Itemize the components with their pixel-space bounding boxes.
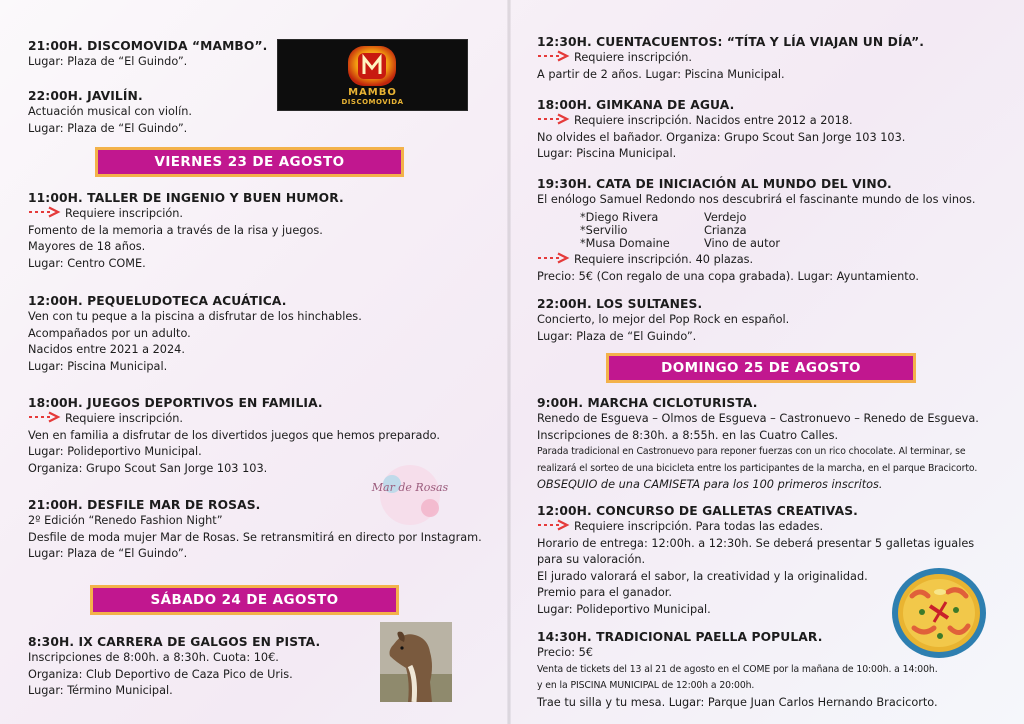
event-line: Organiza: Club Deportivo de Caza Pico de Uris. bbox=[28, 667, 293, 681]
event-line: Lugar: Piscina Municipal. bbox=[537, 147, 677, 161]
registration-text: Requiere inscripción. Para todas las edades. bbox=[574, 520, 824, 533]
registration-text: Requiere inscripción. bbox=[65, 207, 184, 220]
event-line: Mayores de 18 años. bbox=[28, 240, 146, 254]
wine-type: Verdejo bbox=[704, 211, 747, 224]
arrow-right-icon bbox=[537, 519, 571, 531]
event-title: 8:30H. IX CARRERA DE GALGOS EN PISTA. bbox=[28, 635, 321, 649]
event-line: para su valoración. bbox=[537, 553, 646, 567]
event-line: Lugar: Plaza de “El Guindo”. bbox=[28, 121, 188, 135]
event-marcha-cicloturista bbox=[537, 395, 979, 494]
registration-note bbox=[537, 519, 974, 536]
event-title: 22:00H. LOS SULTANES. bbox=[537, 297, 703, 311]
event-carrera-galgos bbox=[28, 634, 320, 700]
event-line: Renedo de Esgueva – Olmos de Esgueva – Castronuevo – Renedo de Esgueva. bbox=[537, 412, 979, 425]
registration-note bbox=[28, 411, 440, 428]
event-line: Lugar: Plaza de “El Guindo”. bbox=[28, 547, 188, 561]
event-title: 12:30H. CUENTACUENTOS: “TÍTA Y LÍA VIAJAN UN DÍA”. bbox=[537, 35, 925, 49]
event-line: Actuación musical con violín. bbox=[28, 105, 192, 118]
event-line: Ven en familia a disfrutar de los divertidos juegos que hemos preparado. bbox=[28, 428, 440, 442]
event-title: 21:00H. DISCOMOVIDA “MAMBO”. bbox=[28, 39, 268, 53]
event-line: Ven con tu peque a la piscina a disfrutar de los hinchables. bbox=[28, 310, 362, 323]
arrow-right-icon bbox=[28, 206, 62, 218]
event-line: Lugar: Polideportivo Municipal. bbox=[28, 445, 202, 459]
event-small-line: Parada tradicional en Castronuevo para reponer fuerzas con un rico chocolate. Al terminar, se bbox=[537, 446, 966, 458]
arrow-right-icon bbox=[28, 411, 62, 423]
arrow-right-icon bbox=[537, 113, 571, 125]
wine-row bbox=[580, 224, 780, 237]
mambo-logo bbox=[277, 39, 468, 111]
event-paella bbox=[537, 629, 938, 711]
arrow-right-icon bbox=[537, 50, 571, 62]
event-title: 12:00H. PEQUELUDOTECA ACUÁTICA. bbox=[28, 294, 287, 308]
event-line: Trae tu silla y tu mesa. Lugar: Parque Juan Carlos Hernando Bracicorto. bbox=[537, 695, 938, 709]
registration-text: Requiere inscripción. 40 plazas. bbox=[574, 253, 754, 266]
event-line: Precio: 5€ bbox=[537, 646, 593, 659]
event-gift-note: OBSEQUIO de una CAMISETA para los 100 primeros inscritos. bbox=[537, 478, 883, 492]
event-small-line: y en la PISCINA MUNICIPAL de 12:00h a 20:00h. bbox=[537, 680, 755, 692]
event-line: Desfile de moda mujer Mar de Rosas. Se retransmitirá en directo por Instagram. bbox=[28, 530, 482, 544]
event-gimkana bbox=[537, 97, 905, 163]
wine-type: Vino de autor bbox=[704, 237, 781, 251]
event-title: 14:30H. TRADICIONAL PAELLA POPULAR. bbox=[537, 630, 823, 644]
page-fold bbox=[507, 0, 511, 724]
event-pequeludoteca bbox=[28, 293, 362, 375]
event-title: 9:00H. MARCHA CICLOTURISTA. bbox=[537, 396, 758, 410]
event-line: Lugar: Centro COME. bbox=[28, 256, 146, 270]
event-title: 11:00H. TALLER DE INGENIO Y BUEN HUMOR. bbox=[28, 191, 344, 205]
event-line: Nacidos entre 2021 a 2024. bbox=[28, 343, 185, 357]
event-line: Lugar: Término Municipal. bbox=[28, 684, 173, 698]
event-title: 21:00H. DESFILE MAR DE ROSAS. bbox=[28, 498, 261, 512]
wine-list bbox=[580, 211, 780, 251]
event-taller-ingenio bbox=[28, 190, 344, 272]
wine-row bbox=[580, 237, 780, 250]
registration-note bbox=[537, 50, 924, 67]
wine-type: Crianza bbox=[704, 224, 747, 238]
registration-note bbox=[537, 113, 905, 130]
event-title: 22:00H. JAVILÍN. bbox=[28, 89, 143, 103]
event-javilin bbox=[28, 88, 192, 137]
event-line: Precio: 5€ (Con regalo de una copa grabada). Lugar: Ayuntamiento. bbox=[537, 269, 919, 283]
registration-text: Requiere inscripción. Nacidos entre 2012 a 2018. bbox=[574, 114, 853, 127]
wine-name: *Diego Rivera bbox=[580, 211, 659, 224]
event-line: Fomento de la memoria a través de la risa y juegos. bbox=[28, 223, 323, 237]
day-banner-sabado: SÁBADO 24 DE AGOSTO bbox=[90, 585, 399, 615]
event-small-line: realizará el sorteo de una bicicleta entre los participantes de la marcha, en el parque Bracicorto. bbox=[537, 462, 978, 474]
event-line: Concierto, lo mejor del Pop Rock en español. bbox=[537, 313, 790, 326]
event-title: 19:30H. CATA DE INICIACIÓN AL MUNDO DEL VINO. bbox=[537, 177, 892, 191]
registration-text: Requiere inscripción. bbox=[65, 412, 184, 425]
event-line: Acompañados por un adulto. bbox=[28, 326, 191, 340]
event-line: Horario de entrega: 12:00h. a 12:30h. Se deberá presentar 5 galletas iguales bbox=[537, 536, 975, 550]
wine-row bbox=[580, 211, 780, 224]
event-line: Inscripciones de 8:30h. a 8:55h. en las Cuatro Calles. bbox=[537, 428, 839, 442]
day-banner-viernes: VIERNES 23 DE AGOSTO bbox=[95, 147, 404, 177]
event-title: 18:00H. JUEGOS DEPORTIVOS EN FAMILIA. bbox=[28, 396, 323, 410]
greyhound-photo bbox=[380, 622, 452, 702]
mar-de-rosas-logo-text: Mar de Rosas bbox=[371, 481, 449, 494]
event-line: Lugar: Polideportivo Municipal. bbox=[537, 602, 711, 616]
registration-note bbox=[28, 206, 344, 223]
event-line: Organiza: Grupo Scout San Jorge 103 103. bbox=[28, 461, 268, 475]
event-line: Lugar: Piscina Municipal. bbox=[28, 359, 168, 373]
mambo-logo-text: MAMBO bbox=[348, 87, 397, 98]
event-line: A partir de 2 años. Lugar: Piscina Municipal. bbox=[537, 67, 785, 81]
event-line: No olvides el bañador. Organiza: Grupo Scout San Jorge 103 103. bbox=[537, 130, 906, 144]
arrow-right-icon bbox=[537, 252, 571, 264]
day-banner-domingo: DOMINGO 25 DE AGOSTO bbox=[606, 353, 916, 383]
event-cata-vino-footer bbox=[537, 252, 919, 285]
wine-name: *Musa Domaine bbox=[580, 237, 670, 251]
event-title: 18:00H. GIMKANA DE AGUA. bbox=[537, 98, 735, 112]
event-line: Lugar: Plaza de “El Guindo”. bbox=[537, 329, 697, 343]
left-page bbox=[0, 0, 505, 724]
wine-name: *Servilio bbox=[580, 224, 628, 238]
event-line: 2º Edición “Renedo Fashion Night” bbox=[28, 514, 223, 527]
registration-note bbox=[537, 252, 919, 269]
event-desfile-mar-de-rosas bbox=[28, 497, 482, 563]
event-line: Lugar: Plaza de “El Guindo”. bbox=[28, 55, 188, 68]
event-discomovida bbox=[28, 38, 267, 71]
event-line: Premio para el ganador. bbox=[537, 586, 672, 600]
event-cata-vino bbox=[537, 176, 975, 209]
paella-photo bbox=[890, 566, 988, 660]
event-line: Inscripciones de 8:00h. a 8:30h. Cuota: 10€. bbox=[28, 651, 279, 664]
registration-text: Requiere inscripción. bbox=[574, 51, 693, 64]
event-title: 12:00H. CONCURSO DE GALLETAS CREATIVAS. bbox=[537, 504, 858, 518]
event-cuentacuentos bbox=[537, 34, 924, 83]
mambo-logo-subtext: DISCOMOVIDA bbox=[341, 98, 404, 106]
event-los-sultanes bbox=[537, 296, 789, 345]
event-line: El enólogo Samuel Redondo nos descubrirá el fascinante mundo de los vinos. bbox=[537, 193, 976, 206]
event-line: El jurado valorará el sabor, la creatividad y la originalidad. bbox=[537, 569, 868, 583]
event-small-line: Venta de tickets del 13 al 21 de agosto en el COME por la mañana de 10:00h. a 14:00h. bbox=[537, 663, 938, 675]
